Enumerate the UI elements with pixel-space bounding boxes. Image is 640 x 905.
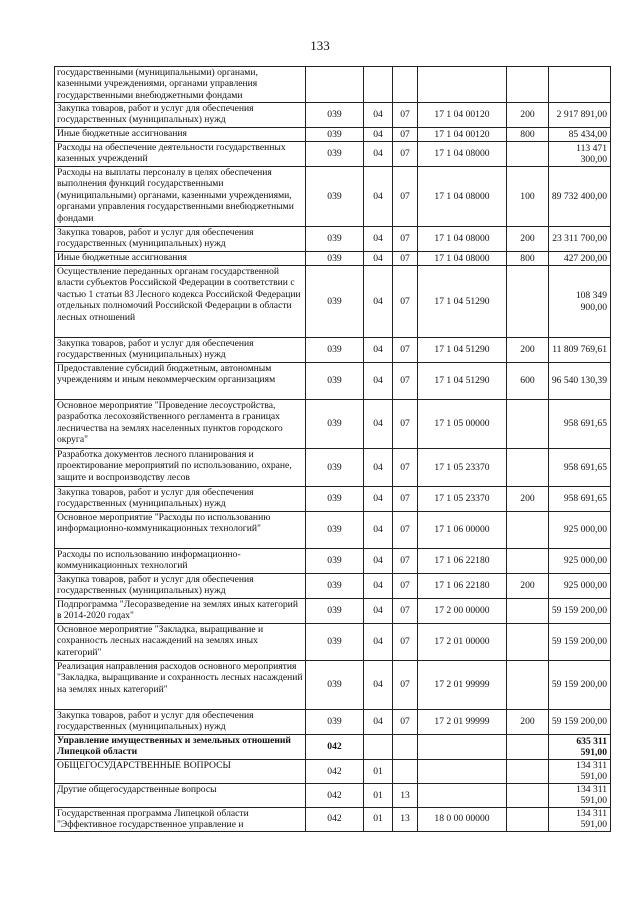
row-ved-cell: 039 (306, 487, 364, 512)
row-pr-cell: 07 (393, 449, 418, 487)
row-pr-cell: 07 (393, 549, 418, 574)
row-name-cell: государственными (муниципальными) органами, казенными учреждениями, органами управления государственными внебюджетными фондами (55, 67, 306, 103)
row-csr-cell: 17 2 00 00000 (418, 599, 507, 624)
row-csr-cell: 17 2 01 00000 (418, 624, 507, 661)
row-vr-cell: 100 (507, 167, 549, 227)
row-amount-cell: 958 691,65 (549, 400, 611, 449)
row-csr-cell: 17 1 06 22180 (418, 574, 507, 599)
table-row (55, 167, 611, 227)
row-rz-cell: 04 (364, 599, 393, 624)
row-rz-cell: 04 (364, 661, 393, 710)
row-vr-cell (507, 67, 549, 103)
row-amount-cell: 427 200,00 (549, 252, 611, 266)
table-row (55, 549, 611, 574)
row-amount-cell: 59 159 200,00 (549, 661, 611, 710)
page-number: 133 (310, 38, 330, 53)
row-csr-cell: 17 2 01 99999 (418, 661, 507, 710)
table-row (55, 599, 611, 624)
row-rz-cell: 04 (364, 574, 393, 599)
row-pr-cell (393, 67, 418, 103)
row-pr-cell: 07 (393, 487, 418, 512)
row-name-cell: Закупка товаров, работ и услуг для обеспечения государственных (муниципальных) нужд (55, 574, 306, 599)
row-amount-cell: 2 917 891,00 (549, 103, 611, 128)
row-rz-cell: 04 (364, 710, 393, 735)
row-ved-cell: 039 (306, 363, 364, 400)
row-ved-cell: 039 (306, 252, 364, 266)
row-name-cell: Разработка документов лесного планирования и проектирование мероприятий по использованию, охране, защите и воспроизводству лесов (55, 449, 306, 487)
row-name-cell: Осуществление переданных органам государственной власти субъектов Российской Федерации в соответствии с частью 1 статьи 83 Лесного кодекса Российской Федерации отдельных полномочий Российской Федерации в области лесных отношений (55, 266, 306, 338)
row-name-cell: Основное мероприятие "Расходы по использованию информационно-коммуникационных технологий" (55, 512, 306, 549)
row-csr-cell: 17 1 04 51290 (418, 338, 507, 363)
row-rz-cell: 01 (364, 760, 393, 784)
row-amount-cell: 925 000,00 (549, 512, 611, 549)
row-ved-cell: 039 (306, 128, 364, 142)
table-row (55, 807, 611, 831)
row-pr-cell: 07 (393, 574, 418, 599)
row-rz-cell: 04 (364, 363, 393, 400)
row-rz-cell: 04 (364, 487, 393, 512)
table-row (55, 624, 611, 661)
row-ved-cell: 039 (306, 227, 364, 252)
table-row (55, 574, 611, 599)
row-ved-cell: 042 (306, 760, 364, 784)
row-csr-cell (418, 67, 507, 103)
row-csr-cell: 17 1 04 51290 (418, 266, 507, 338)
row-csr-cell: 17 1 04 08000 (418, 252, 507, 266)
row-amount-cell: 59 159 200,00 (549, 710, 611, 735)
row-rz-cell: 04 (364, 103, 393, 128)
table-row (55, 252, 611, 266)
row-pr-cell: 07 (393, 512, 418, 549)
row-name-cell: Расходы по использованию информационно-коммуникационных технологий (55, 549, 306, 574)
row-csr-cell: 17 1 05 23370 (418, 487, 507, 512)
row-amount-cell: 134 311 591,00 (549, 807, 611, 831)
table-row (55, 142, 611, 167)
row-ved-cell: 042 (306, 735, 364, 760)
row-name-cell: ОБЩЕГОСУДАРСТВЕННЫЕ ВОПРОСЫ (55, 760, 306, 784)
table-row (55, 103, 611, 128)
row-ved-cell: 039 (306, 624, 364, 661)
row-csr-cell: 17 1 04 08000 (418, 142, 507, 167)
row-csr-cell: 18 0 00 00000 (418, 807, 507, 831)
row-ved-cell: 039 (306, 574, 364, 599)
row-amount-cell: 134 311 591,00 (549, 760, 611, 784)
table-row (55, 735, 611, 760)
row-rz-cell: 04 (364, 227, 393, 252)
row-rz-cell: 04 (364, 512, 393, 549)
row-name-cell: Другие общегосударственные вопросы (55, 783, 306, 807)
row-amount-cell: 113 471 300,00 (549, 142, 611, 167)
row-vr-cell: 200 (507, 710, 549, 735)
row-ved-cell: 039 (306, 400, 364, 449)
row-vr-cell (507, 599, 549, 624)
table-row (55, 266, 611, 338)
row-rz-cell: 04 (364, 266, 393, 338)
row-vr-cell (507, 735, 549, 760)
row-pr-cell: 07 (393, 128, 418, 142)
row-ved-cell: 039 (306, 549, 364, 574)
row-amount-cell: 108 349 900,00 (549, 266, 611, 338)
row-csr-cell: 17 2 01 99999 (418, 710, 507, 735)
table-row (55, 128, 611, 142)
row-ved-cell: 039 (306, 512, 364, 549)
row-amount-cell: 85 434,00 (549, 128, 611, 142)
table-row (55, 512, 611, 549)
row-name-cell: Подпрограмма "Лесоразведение на землях иных категорий в 2014-2020 годах" (55, 599, 306, 624)
row-vr-cell (507, 624, 549, 661)
row-name-cell: Закупка товаров, работ и услуг для обеспечения государственных (муниципальных) нужд (55, 103, 306, 128)
row-rz-cell: 04 (364, 549, 393, 574)
row-vr-cell: 200 (507, 487, 549, 512)
row-name-cell: Закупка товаров, работ и услуг для обеспечения государственных (муниципальных) нужд (55, 227, 306, 252)
row-pr-cell: 07 (393, 599, 418, 624)
row-name-cell: Иные бюджетные ассигнования (55, 252, 306, 266)
row-vr-cell (507, 400, 549, 449)
row-csr-cell: 17 1 04 08000 (418, 167, 507, 227)
row-amount-cell: 134 311 591,00 (549, 783, 611, 807)
row-vr-cell: 200 (507, 103, 549, 128)
row-name-cell: Закупка товаров, работ и услуг для обеспечения государственных (муниципальных) нужд (55, 487, 306, 512)
row-amount-cell: 89 732 400,00 (549, 167, 611, 227)
row-ved-cell: 039 (306, 599, 364, 624)
row-rz-cell (364, 67, 393, 103)
row-amount-cell: 11 809 769,61 (549, 338, 611, 363)
row-ved-cell: 042 (306, 783, 364, 807)
table-row (55, 400, 611, 449)
row-pr-cell: 13 (393, 783, 418, 807)
row-pr-cell: 07 (393, 661, 418, 710)
row-pr-cell: 07 (393, 142, 418, 167)
row-csr-cell: 17 1 04 00120 (418, 128, 507, 142)
row-pr-cell: 07 (393, 167, 418, 227)
row-vr-cell: 200 (507, 574, 549, 599)
row-csr-cell: 17 1 06 22180 (418, 549, 507, 574)
row-ved-cell: 042 (306, 807, 364, 831)
row-amount-cell (549, 67, 611, 103)
table-row (55, 67, 611, 103)
row-vr-cell: 800 (507, 252, 549, 266)
budget-table (54, 66, 611, 832)
row-ved-cell: 039 (306, 338, 364, 363)
table-row (55, 760, 611, 784)
row-name-cell: Расходы на обеспечение деятельности государственных казенных учреждений (55, 142, 306, 167)
row-rz-cell: 04 (364, 400, 393, 449)
row-pr-cell: 07 (393, 252, 418, 266)
row-pr-cell (393, 735, 418, 760)
row-name-cell: Государственная программа Липецкой области "Эффективное государственное управление и (55, 807, 306, 831)
row-vr-cell (507, 661, 549, 710)
row-rz-cell: 04 (364, 167, 393, 227)
row-name-cell: Управление имущественных и земельных отношений Липецкой области (55, 735, 306, 760)
row-csr-cell (418, 735, 507, 760)
table-row (55, 363, 611, 400)
row-name-cell: Реализация направления расходов основного мероприятия "Закладка, выращивание и сохранность лесных насаждений на землях иных категорий" (55, 661, 306, 710)
row-vr-cell (507, 266, 549, 338)
row-csr-cell: 17 1 04 00120 (418, 103, 507, 128)
row-vr-cell: 800 (507, 128, 549, 142)
table-row (55, 338, 611, 363)
row-amount-cell: 59 159 200,00 (549, 624, 611, 661)
row-pr-cell: 07 (393, 363, 418, 400)
table-row (55, 783, 611, 807)
row-ved-cell: 039 (306, 103, 364, 128)
row-vr-cell (507, 512, 549, 549)
row-amount-cell: 925 000,00 (549, 549, 611, 574)
row-pr-cell: 13 (393, 807, 418, 831)
row-name-cell: Иные бюджетные ассигнования (55, 128, 306, 142)
row-name-cell: Закупка товаров, работ и услуг для обеспечения государственных (муниципальных) нужд (55, 710, 306, 735)
row-csr-cell (418, 783, 507, 807)
row-rz-cell: 01 (364, 807, 393, 831)
row-pr-cell (393, 760, 418, 784)
row-vr-cell (507, 807, 549, 831)
row-amount-cell: 958 691,65 (549, 449, 611, 487)
row-pr-cell: 07 (393, 624, 418, 661)
row-csr-cell: 17 1 06 00000 (418, 512, 507, 549)
row-pr-cell: 07 (393, 710, 418, 735)
row-vr-cell (507, 142, 549, 167)
row-rz-cell: 04 (364, 252, 393, 266)
row-csr-cell: 17 1 05 23370 (418, 449, 507, 487)
row-csr-cell (418, 760, 507, 784)
row-ved-cell: 039 (306, 167, 364, 227)
row-rz-cell: 04 (364, 624, 393, 661)
row-amount-cell: 925 000,00 (549, 574, 611, 599)
row-name-cell: Основное мероприятие "Проведение лесоустройства, разработка лесохозяйственного регламента в границах лесничества на землях населенных пунктов городского округа" (55, 400, 306, 449)
row-rz-cell (364, 735, 393, 760)
row-rz-cell: 04 (364, 128, 393, 142)
row-amount-cell: 59 159 200,00 (549, 599, 611, 624)
row-name-cell: Предоставление субсидий бюджетным, автономным учреждениям и иным некоммерческим организациям (55, 363, 306, 400)
row-amount-cell: 23 311 700,00 (549, 227, 611, 252)
row-csr-cell: 17 1 04 51290 (418, 363, 507, 400)
row-vr-cell (507, 449, 549, 487)
row-ved-cell (306, 67, 364, 103)
row-rz-cell: 04 (364, 142, 393, 167)
row-csr-cell: 17 1 05 00000 (418, 400, 507, 449)
row-rz-cell: 04 (364, 338, 393, 363)
table-row (55, 487, 611, 512)
row-vr-cell (507, 549, 549, 574)
row-amount-cell: 635 311 591,00 (549, 735, 611, 760)
row-vr-cell: 200 (507, 338, 549, 363)
table-row (55, 449, 611, 487)
row-ved-cell: 039 (306, 710, 364, 735)
row-ved-cell: 039 (306, 266, 364, 338)
row-csr-cell: 17 1 04 08000 (418, 227, 507, 252)
row-amount-cell: 96 540 130,39 (549, 363, 611, 400)
table-row (55, 661, 611, 710)
table-row (55, 227, 611, 252)
budget-table-body (55, 67, 611, 832)
row-rz-cell: 04 (364, 449, 393, 487)
row-vr-cell (507, 760, 549, 784)
row-ved-cell: 039 (306, 449, 364, 487)
row-ved-cell: 039 (306, 142, 364, 167)
row-amount-cell: 958 691,65 (549, 487, 611, 512)
row-name-cell: Расходы на выплаты персоналу в целях обеспечения выполнения функций государственными (муниципальными) органами, казенными учреждениями, органами управления государственными внебюджетными фондами (55, 167, 306, 227)
row-name-cell: Основное мероприятие "Закладка, выращивание и сохранность лесных насаждений на землях иных категорий" (55, 624, 306, 661)
row-vr-cell: 600 (507, 363, 549, 400)
row-pr-cell: 07 (393, 338, 418, 363)
row-vr-cell: 200 (507, 227, 549, 252)
row-vr-cell (507, 783, 549, 807)
table-row (55, 710, 611, 735)
row-name-cell: Закупка товаров, работ и услуг для обеспечения государственных (муниципальных) нужд (55, 338, 306, 363)
row-pr-cell: 07 (393, 227, 418, 252)
row-rz-cell: 01 (364, 783, 393, 807)
row-pr-cell: 07 (393, 103, 418, 128)
row-pr-cell: 07 (393, 400, 418, 449)
row-ved-cell: 039 (306, 661, 364, 710)
row-pr-cell: 07 (393, 266, 418, 338)
